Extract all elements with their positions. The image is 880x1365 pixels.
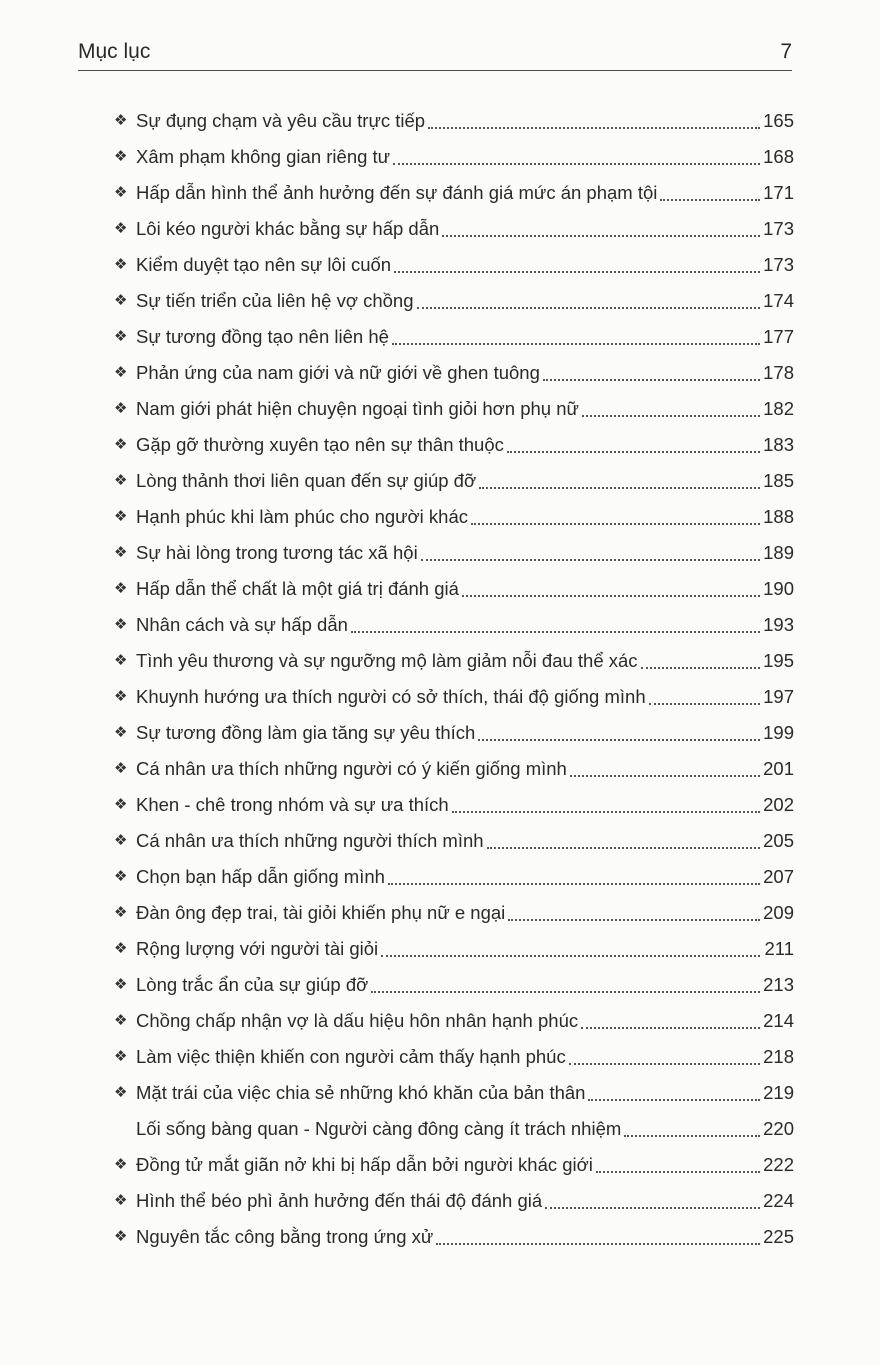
dot-leader bbox=[471, 522, 760, 525]
diamond-bullet-icon: ❖ bbox=[114, 940, 128, 957]
toc-entry bbox=[114, 319, 794, 355]
diamond-bullet-icon: ❖ bbox=[114, 256, 128, 273]
toc-entry-page: 197 bbox=[763, 686, 794, 707]
diamond-bullet-icon: ❖ bbox=[114, 364, 128, 381]
toc-entry bbox=[114, 1039, 794, 1075]
toc-entry bbox=[114, 571, 794, 607]
diamond-bullet-icon: ❖ bbox=[114, 328, 128, 345]
toc-entry-page: 195 bbox=[763, 650, 794, 671]
toc-entry-page: 205 bbox=[763, 830, 794, 851]
dot-leader bbox=[543, 378, 760, 381]
toc-entry bbox=[114, 211, 794, 247]
dot-leader bbox=[507, 450, 760, 453]
dot-leader bbox=[452, 810, 760, 813]
toc-entry-title: Lòng trắc ẩn của sự giúp đỡ bbox=[136, 974, 369, 995]
dot-leader bbox=[371, 990, 760, 993]
toc-entry bbox=[114, 715, 794, 751]
diamond-bullet-icon: ❖ bbox=[114, 976, 128, 993]
diamond-bullet-icon: ❖ bbox=[114, 832, 128, 849]
toc-entry-page: 174 bbox=[763, 290, 794, 311]
diamond-bullet-icon: ❖ bbox=[114, 1192, 128, 1209]
toc-entry-page: 214 bbox=[763, 1010, 794, 1031]
diamond-bullet-icon: ❖ bbox=[114, 616, 128, 633]
toc-entry-page: 183 bbox=[763, 434, 794, 455]
toc-entry-title: Hấp dẫn hình thể ảnh hưởng đến sự đánh giá mức án phạm tội bbox=[136, 182, 658, 203]
toc-entry bbox=[114, 895, 794, 931]
toc-entry bbox=[114, 463, 794, 499]
toc-entry bbox=[114, 391, 794, 427]
toc-entry bbox=[114, 175, 794, 211]
toc-entry-title: Hấp dẫn thể chất là một giá trị đánh giá bbox=[136, 578, 459, 599]
toc-entry bbox=[114, 1111, 794, 1147]
dot-leader bbox=[588, 1098, 760, 1101]
toc-entry-page: 188 bbox=[763, 506, 794, 527]
dot-leader bbox=[388, 882, 760, 885]
dot-leader bbox=[394, 270, 760, 273]
diamond-bullet-icon: ❖ bbox=[114, 724, 128, 741]
diamond-bullet-icon: ❖ bbox=[114, 220, 128, 237]
diamond-bullet-icon: ❖ bbox=[114, 184, 128, 201]
diamond-bullet-icon: ❖ bbox=[114, 112, 128, 129]
toc-entry-title: Xâm phạm không gian riêng tư bbox=[136, 146, 391, 167]
toc-entry bbox=[114, 1003, 794, 1039]
page-title: Mục lục bbox=[78, 40, 151, 63]
toc-entry-title: Sự tiến triển của liên hệ vợ chồng bbox=[136, 290, 414, 311]
dot-leader bbox=[436, 1242, 760, 1245]
toc-entry-title: Sự đụng chạm và yêu cầu trực tiếp bbox=[136, 110, 426, 131]
diamond-bullet-icon: ❖ bbox=[114, 1084, 128, 1101]
toc-entry-page: 225 bbox=[763, 1226, 794, 1247]
toc-entry-title: Khuynh hướng ưa thích người có sở thích, thái độ giống mình bbox=[136, 686, 646, 707]
dot-leader bbox=[428, 126, 760, 129]
toc-entry-page: 185 bbox=[763, 470, 794, 491]
dot-leader bbox=[351, 630, 760, 633]
dot-leader bbox=[462, 594, 760, 597]
diamond-bullet-icon: ❖ bbox=[114, 148, 128, 165]
toc-entry-title: Sự hài lòng trong tương tác xã hội bbox=[136, 542, 418, 563]
dot-leader bbox=[581, 1026, 760, 1029]
toc-entry bbox=[114, 535, 794, 571]
toc-entry bbox=[114, 967, 794, 1003]
diamond-bullet-icon: ❖ bbox=[114, 868, 128, 885]
toc-entry bbox=[114, 679, 794, 715]
diamond-bullet-icon: ❖ bbox=[114, 1156, 128, 1173]
dot-leader bbox=[421, 558, 760, 561]
toc-entry-title: Làm việc thiện khiến con người cảm thấy hạnh phúc bbox=[136, 1046, 566, 1067]
toc-entry-page: 189 bbox=[763, 542, 794, 563]
dot-leader bbox=[393, 162, 760, 165]
toc-entry bbox=[114, 283, 794, 319]
toc-entry bbox=[114, 1147, 794, 1183]
toc-entry bbox=[114, 859, 794, 895]
dot-leader bbox=[381, 954, 760, 957]
dot-leader bbox=[479, 486, 760, 489]
toc-entry-page: 222 bbox=[763, 1154, 794, 1175]
table-of-contents bbox=[114, 103, 794, 1255]
diamond-bullet-icon: ❖ bbox=[114, 904, 128, 921]
diamond-bullet-icon: ❖ bbox=[114, 436, 128, 453]
toc-entry-page: 224 bbox=[763, 1190, 794, 1211]
toc-entry-page: 173 bbox=[763, 218, 794, 239]
dot-leader bbox=[478, 738, 760, 741]
diamond-bullet-icon: ❖ bbox=[114, 1048, 128, 1065]
toc-entry bbox=[114, 787, 794, 823]
toc-entry bbox=[114, 247, 794, 283]
toc-entry-page: 219 bbox=[763, 1082, 794, 1103]
toc-entry-title: Lôi kéo người khác bằng sự hấp dẫn bbox=[136, 218, 440, 239]
toc-entry-title: Sự tương đồng làm gia tăng sự yêu thích bbox=[136, 722, 476, 743]
dot-leader bbox=[442, 234, 760, 237]
toc-entry-page: 171 bbox=[763, 182, 794, 203]
diamond-bullet-icon: ❖ bbox=[114, 292, 128, 309]
dot-leader bbox=[649, 702, 760, 705]
dot-leader bbox=[508, 918, 760, 921]
toc-entry bbox=[114, 139, 794, 175]
toc-entry bbox=[114, 355, 794, 391]
page-number: 7 bbox=[780, 40, 792, 63]
toc-entry-title: Khen - chê trong nhóm và sự ưa thích bbox=[136, 794, 449, 815]
toc-entry bbox=[114, 751, 794, 787]
toc-entry-page: 190 bbox=[763, 578, 794, 599]
toc-entry-title: Nam giới phát hiện chuyện ngoại tình giỏi hơn phụ nữ bbox=[136, 398, 579, 419]
toc-entry-title: Nguyên tắc công bằng trong ứng xử bbox=[136, 1226, 434, 1247]
toc-entry-page: 218 bbox=[763, 1046, 794, 1067]
toc-entry bbox=[114, 607, 794, 643]
diamond-bullet-icon: ❖ bbox=[114, 1012, 128, 1029]
diamond-bullet-icon: ❖ bbox=[114, 1228, 128, 1245]
page-header bbox=[78, 36, 792, 71]
toc-entry-page: 178 bbox=[763, 362, 794, 383]
dot-leader bbox=[596, 1170, 760, 1173]
dot-leader bbox=[487, 846, 760, 849]
toc-entry-title: Phản ứng của nam giới và nữ giới về ghen tuông bbox=[136, 362, 540, 383]
dot-leader bbox=[569, 1062, 760, 1065]
dot-leader bbox=[392, 342, 760, 345]
toc-entry bbox=[114, 427, 794, 463]
toc-entry-title: Hình thể béo phì ảnh hưởng đến thái độ đánh giá bbox=[136, 1190, 543, 1211]
toc-entry bbox=[114, 1219, 794, 1255]
toc-entry-title: Tình yêu thương và sự ngưỡng mộ làm giảm nỗi đau thể xác bbox=[136, 650, 638, 671]
toc-entry bbox=[114, 499, 794, 535]
toc-entry bbox=[114, 931, 794, 967]
dot-leader bbox=[624, 1134, 760, 1137]
toc-entry-page: 165 bbox=[763, 110, 794, 131]
toc-entry-title: Chồng chấp nhận vợ là dấu hiệu hôn nhân hạnh phúc bbox=[136, 1010, 579, 1031]
diamond-bullet-icon: ❖ bbox=[114, 688, 128, 705]
toc-entry-title: Chọn bạn hấp dẫn giống mình bbox=[136, 866, 385, 887]
toc-entry-page: 220 bbox=[763, 1118, 794, 1139]
diamond-bullet-icon: ❖ bbox=[114, 796, 128, 813]
toc-entry-title: Sự tương đồng tạo nên liên hệ bbox=[136, 326, 389, 347]
toc-entry-page: 207 bbox=[763, 866, 794, 887]
toc-entry-title: Đàn ông đẹp trai, tài giỏi khiến phụ nữ e ngại bbox=[136, 902, 506, 923]
toc-entry-page: 193 bbox=[763, 614, 794, 635]
toc-entry-title: Cá nhân ưa thích những người thích mình bbox=[136, 830, 484, 851]
toc-entry-title: Cá nhân ưa thích những người có ý kiến giống mình bbox=[136, 758, 567, 779]
toc-entry bbox=[114, 823, 794, 859]
toc-entry bbox=[114, 1075, 794, 1111]
toc-entry bbox=[114, 1183, 794, 1219]
dot-leader bbox=[660, 198, 760, 201]
toc-entry-page: 177 bbox=[763, 326, 794, 347]
toc-entry-title: Nhân cách và sự hấp dẫn bbox=[136, 614, 348, 635]
toc-entry-page: 182 bbox=[763, 398, 794, 419]
toc-entry-page: 199 bbox=[763, 722, 794, 743]
toc-entry bbox=[114, 643, 794, 679]
dot-leader bbox=[570, 774, 760, 777]
toc-entry-page: 213 bbox=[763, 974, 794, 995]
diamond-bullet-icon: ❖ bbox=[114, 508, 128, 525]
dot-leader bbox=[582, 414, 760, 417]
toc-entry-title: Kiểm duyệt tạo nên sự lôi cuốn bbox=[136, 254, 392, 275]
toc-entry bbox=[114, 103, 794, 139]
toc-entry-title: Mặt trái của việc chia sẻ những khó khăn của bản thân bbox=[136, 1082, 586, 1103]
toc-entry-page: 209 bbox=[763, 902, 794, 923]
toc-entry-title: Hạnh phúc khi làm phúc cho người khác bbox=[136, 506, 469, 527]
toc-entry-page: 211 bbox=[764, 938, 794, 959]
dot-leader bbox=[545, 1206, 760, 1209]
diamond-bullet-icon: ❖ bbox=[114, 472, 128, 489]
toc-entry-page: 173 bbox=[763, 254, 794, 275]
toc-entry-title: Rộng lượng với người tài giỏi bbox=[136, 938, 379, 959]
toc-entry-page: 168 bbox=[763, 146, 794, 167]
diamond-bullet-icon: ❖ bbox=[114, 580, 128, 597]
toc-entry-page: 202 bbox=[763, 794, 794, 815]
toc-entry-title: Lòng thảnh thơi liên quan đến sự giúp đỡ bbox=[136, 470, 477, 491]
diamond-bullet-icon: ❖ bbox=[114, 760, 128, 777]
toc-entry-page: 201 bbox=[763, 758, 794, 779]
toc-entry-title: Gặp gỡ thường xuyên tạo nên sự thân thuộc bbox=[136, 434, 504, 455]
diamond-bullet-icon: ❖ bbox=[114, 544, 128, 561]
toc-entry-title: Lối sống bàng quan - Người càng đông càng ít trách nhiệm bbox=[136, 1118, 622, 1139]
dot-leader bbox=[641, 666, 760, 669]
dot-leader bbox=[417, 306, 760, 309]
diamond-bullet-icon: ❖ bbox=[114, 652, 128, 669]
diamond-bullet-icon: ❖ bbox=[114, 400, 128, 417]
toc-entry-title: Đồng tử mắt giãn nở khi bị hấp dẫn bởi người khác giới bbox=[136, 1154, 593, 1175]
